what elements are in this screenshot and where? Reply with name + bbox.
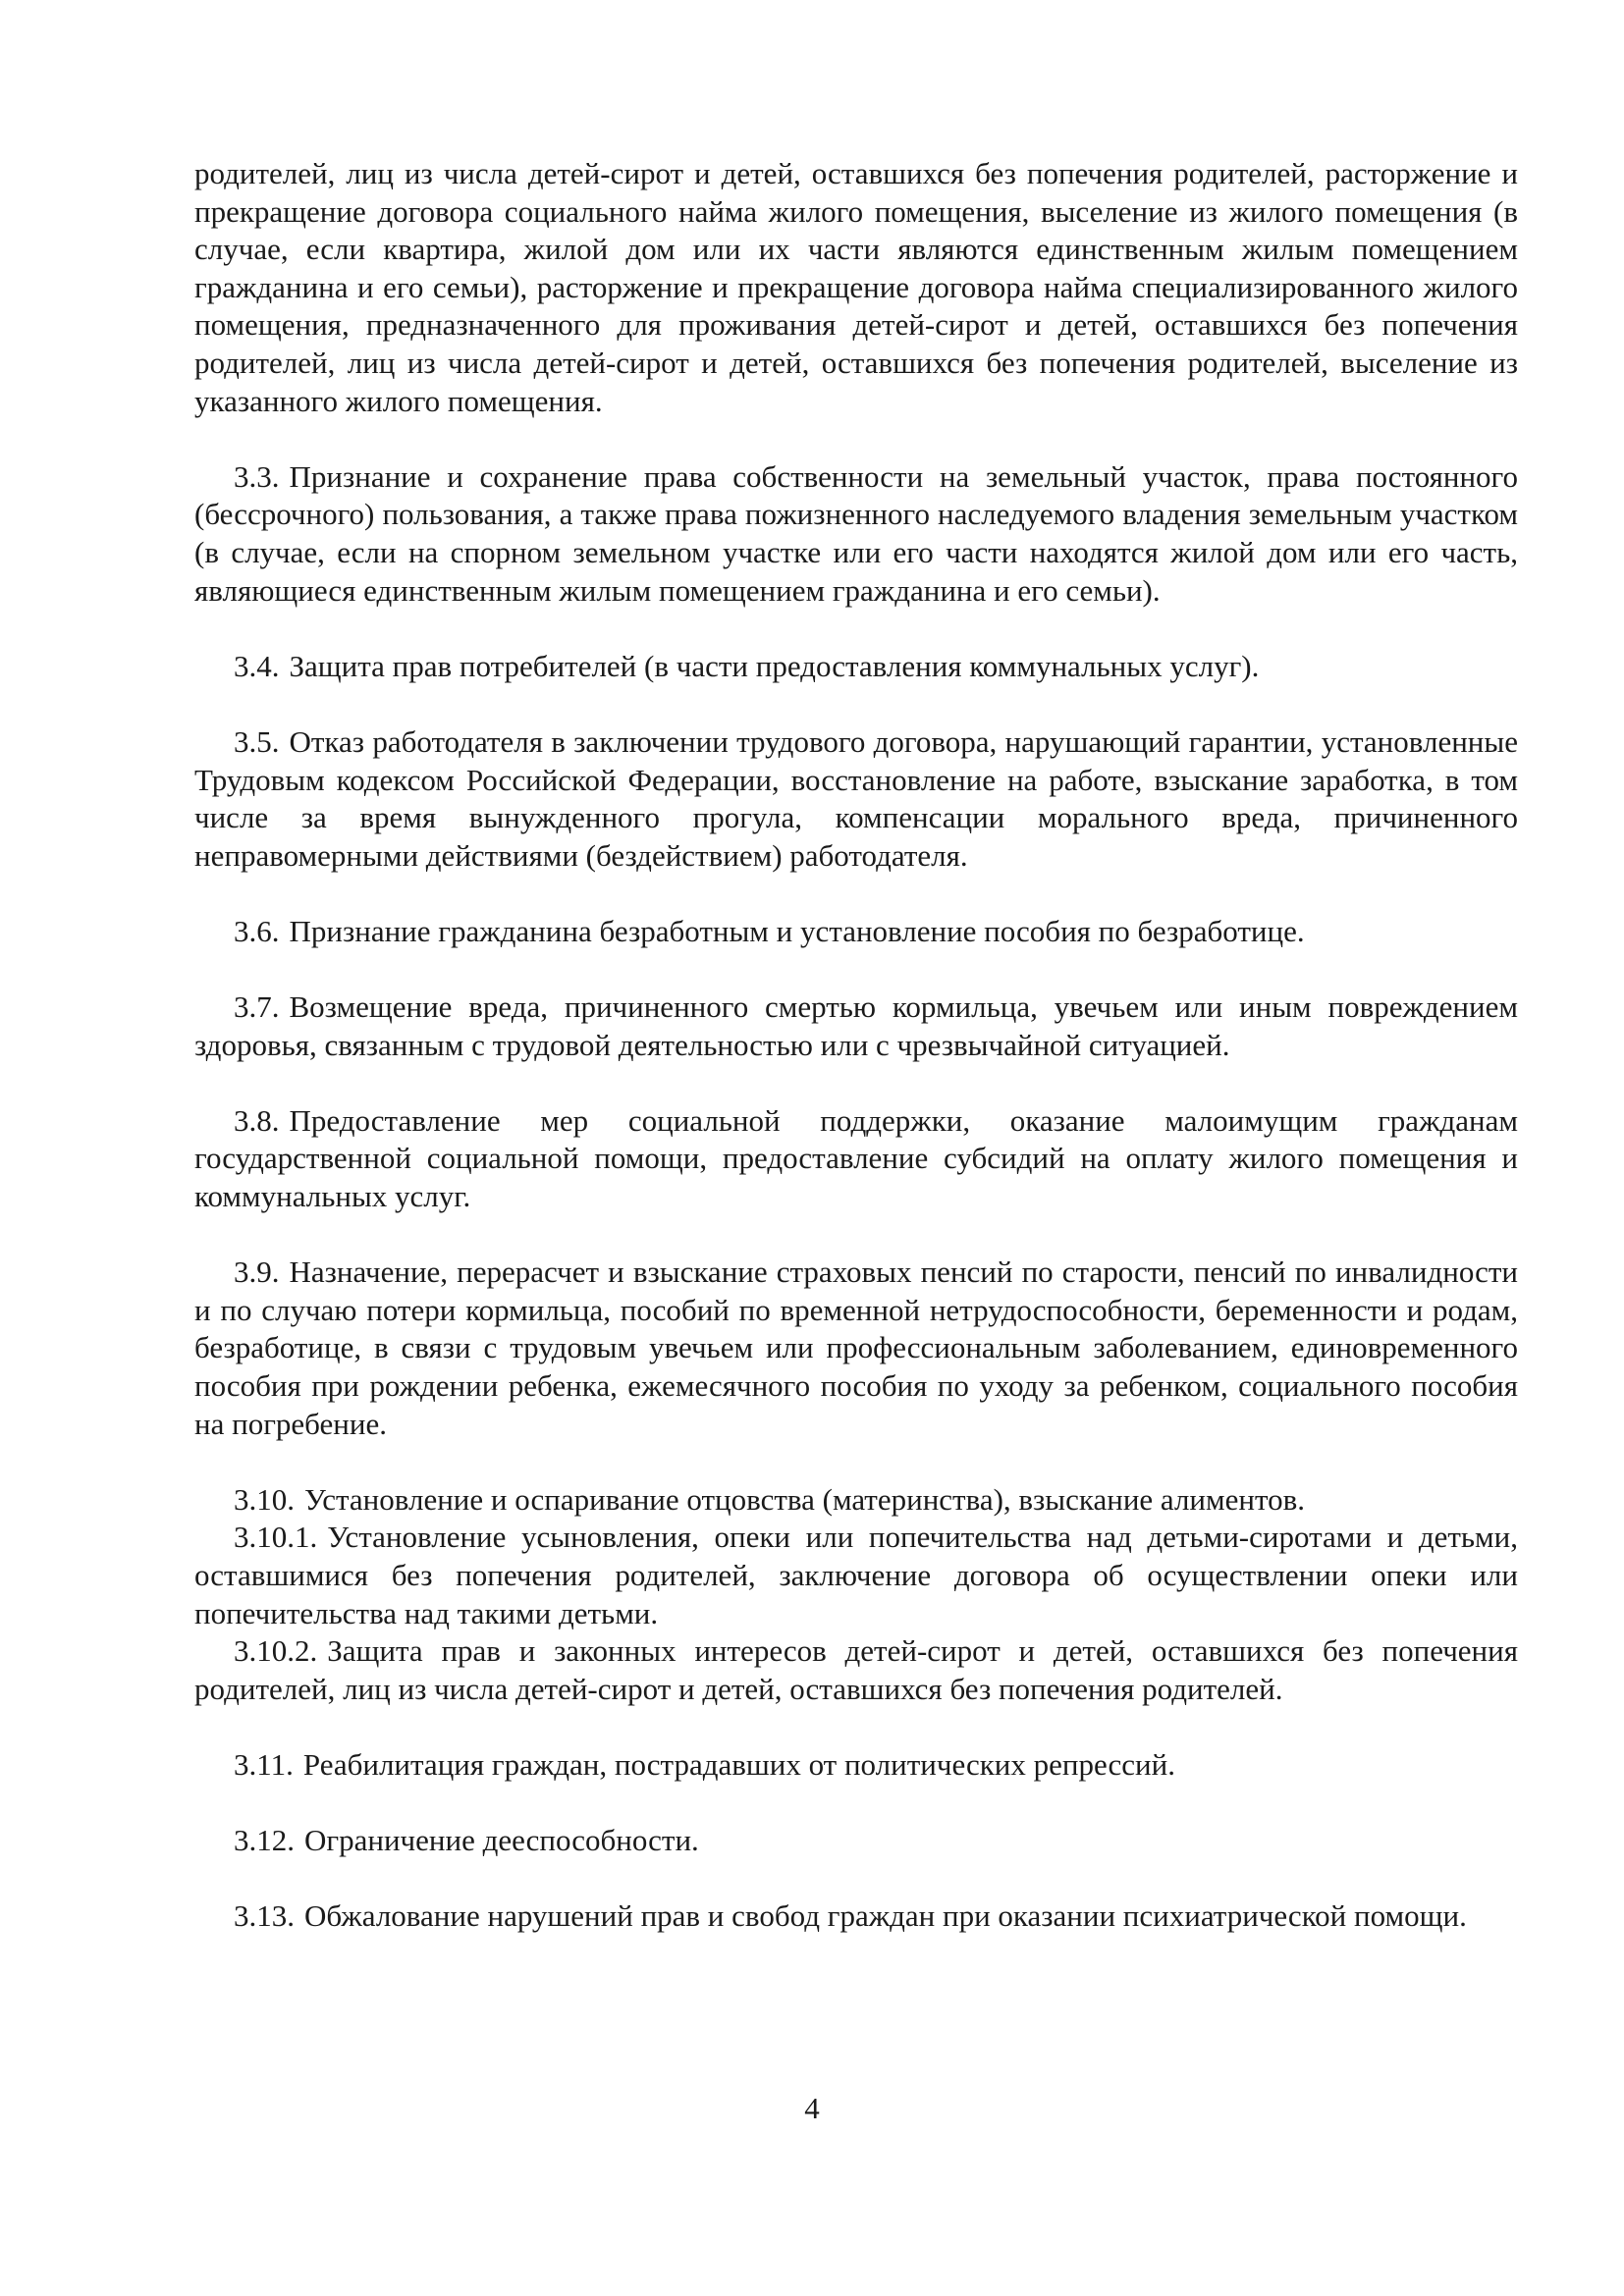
paragraph-3-9: 3.9. Назначение, перерасчет и взыскание страховых пенсий по старости, пенсий по инвалидности и по случаю потери кормильца, пособий по временной нетрудоспособности, беременности и родам, безработице, в связи с трудовым увечьем или профессиональным заболеванием, единовременного пособия при рождении ребенка, ежемесячного пособия по уходу за ребенком, социального пособия на погребение. xyxy=(194,1255,1518,1441)
paragraph-number: 3.10.2. xyxy=(234,1633,318,1669)
document-body xyxy=(194,155,1518,1936)
paragraph-number: 3.13. xyxy=(234,1898,295,1934)
paragraph-number: 3.5. xyxy=(234,723,280,759)
paragraph-3-5: 3.5. Отказ работодателя в заключении трудового договора, нарушающий гарантии, установленные Трудовым кодексом Российской Федерации, восстановление на работе, взыскание заработка, в том числе за время вынужденного прогула, компенсации морального вреда, причиненного неправомерными действиями (бездействием) работодателя. xyxy=(194,723,1518,873)
page-number: 4 xyxy=(804,2091,820,2125)
paragraph-3-11: 3.11. Реабилитация граждан, пострадавших от политических репрессий. xyxy=(234,1746,1175,1782)
paragraph-3-8: 3.8. Предоставление мер социальной поддержки, оказание малоимущим гражданам государственной социальной помощи, предоставление субсидий на оплату жилого помещения и коммунальных услуг. xyxy=(194,1102,1518,1214)
paragraph-3-7: 3.7. Возмещение вреда, причиненного смертью кормильца, увечьем или иным повреждением здоровья, связанным с трудовой деятельностью или с чрезвычайной ситуацией. xyxy=(194,989,1518,1062)
paragraph-number: 3.10. xyxy=(234,1481,295,1517)
paragraph-number: 3.12. xyxy=(234,1823,295,1858)
paragraph-3-12: 3.12. Ограничение дееспособности. xyxy=(234,1823,699,1858)
paragraph-3-10-1: 3.10.1. Установление усыновления, опеки или попечительства над детьми-сиротами и детьми, оставшимися без попечения родителей, заключение договора об осуществлении опеки или попечительства над такими детьми. xyxy=(194,1520,1518,1630)
paragraph-continuation: родителей, лиц из числа детей-сирот и детей, оставшихся без попечения родителей, расторжение и прекращение договора социального найма жилого помещения, выселение из жилого помещения (в случае, если квартира, жилой дом или их части являются единственным жилым помещением гражданина и его семьи), расторжение и прекращение договора найма специализированного жилого помещения, предназначенного для проживания детей-сирот и детей, оставшихся без попечения родителей, лиц из числа детей-сирот и детей, оставшихся без попечения родителей, выселение из указанного жилого помещения. xyxy=(194,156,1518,418)
paragraph-number: 3.10.1. xyxy=(234,1520,318,1555)
paragraph-number: 3.3. xyxy=(234,458,280,494)
paragraph-number: 3.7. xyxy=(234,989,280,1025)
paragraph-3-6: 3.6. Признание гражданина безработным и установление пособия по безработице. xyxy=(234,913,1305,948)
paragraph-number: 3.8. xyxy=(234,1102,280,1138)
paragraph-number: 3.11. xyxy=(234,1746,294,1782)
paragraph-number: 3.9. xyxy=(234,1255,280,1290)
paragraph-3-3: 3.3. Признание и сохранение права собственности на земельный участок, права постоянного (бессрочного) пользования, а также права пожизненного наследуемого владения земельным участком (в случае, если на спорном земельном участке или его части находятся жилой дом или его часть, являющиеся единственным жилым помещением гражданина и его семьи). xyxy=(194,458,1518,608)
paragraph-3-10-2: 3.10.2. Защита прав и законных интересов детей-сирот и детей, оставшихся без попечения родителей, лиц из числа детей-сирот и детей, оставшихся без попечения родителей. xyxy=(194,1633,1518,1706)
paragraph-3-4: 3.4. Защита прав потребителей (в части предоставления коммунальных услуг). xyxy=(234,648,1260,683)
paragraph-3-10: 3.10. Установление и оспаривание отцовства (материнства), взыскание алиментов. xyxy=(234,1481,1306,1517)
paragraph-number: 3.6. xyxy=(234,913,280,948)
paragraph-number: 3.4. xyxy=(234,648,280,683)
paragraph-3-13: 3.13. Обжалование нарушений прав и свобод граждан при оказании психиатрической помощи. xyxy=(234,1898,1467,1934)
